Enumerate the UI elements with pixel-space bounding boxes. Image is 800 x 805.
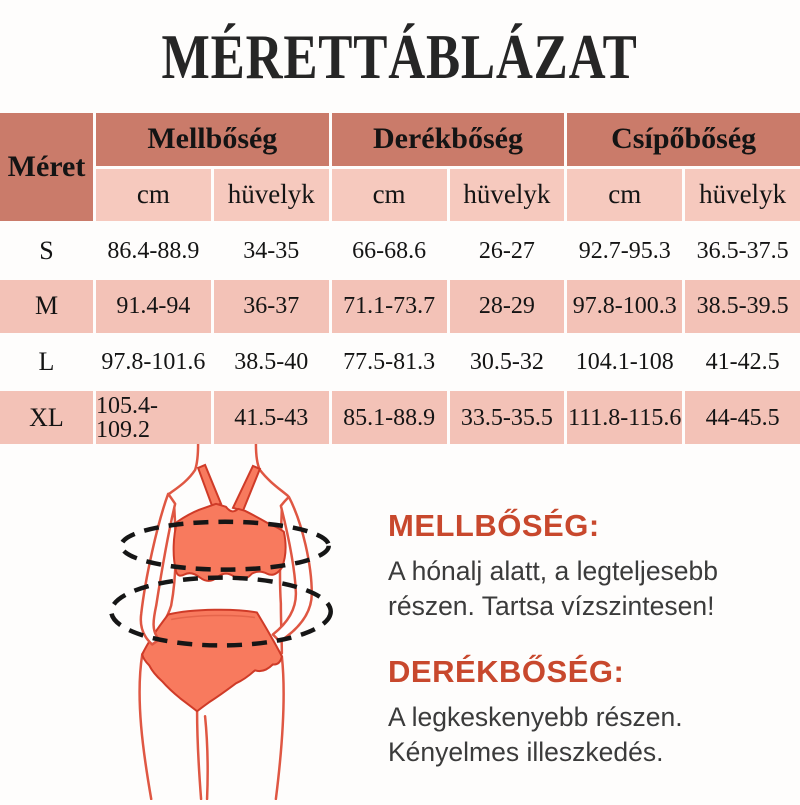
- measurement-instructions: [388, 508, 800, 800]
- table-cell: 97.8-100.3: [567, 280, 682, 333]
- table-cell: 85.1-88.9: [332, 391, 447, 444]
- body-measurement-figure: [85, 444, 375, 800]
- table-cell: 30.5-32: [450, 336, 565, 389]
- bust-instruction-heading: MELLBŐSÉG:: [388, 508, 600, 543]
- waist-instruction-heading: DERÉKBŐSÉG:: [388, 653, 625, 689]
- table-cell: 105.4-109.2: [96, 391, 211, 444]
- table-cell: 91.4-94: [96, 280, 211, 333]
- table-cell: 26-27: [450, 224, 565, 277]
- column-header-bust: Mellbőség: [96, 113, 329, 166]
- size-table: [0, 113, 800, 444]
- table-cell: 28-29: [450, 280, 565, 333]
- table-cell: 41-42.5: [685, 336, 800, 389]
- table-cell: 36-37: [214, 280, 329, 333]
- bust-instruction-body: A hónalj alatt, a legteljesebb részen. Tartsa vízszintesen!: [388, 556, 719, 621]
- table-cell: 92.7-95.3: [567, 224, 682, 277]
- size-label: S: [0, 224, 93, 277]
- unit-header-cm: cm: [567, 169, 682, 222]
- table-cell: 33.5-35.5: [450, 391, 565, 444]
- brief-graphic: [142, 610, 282, 712]
- table-cell: 71.1-73.7: [332, 280, 447, 333]
- table-cell: 44-45.5: [685, 391, 800, 444]
- unit-header-inch: hüvelyk: [685, 169, 800, 222]
- size-label: L: [0, 336, 93, 389]
- table-cell: 34-35: [214, 224, 329, 277]
- table-cell: 38.5-40: [214, 336, 329, 389]
- table-cell: 36.5-37.5: [685, 224, 800, 277]
- waist-instruction-body: A legkeskenyebb részen. Kényelmes illeszkedés.: [388, 701, 683, 767]
- unit-header-cm: cm: [96, 169, 211, 222]
- table-cell: 111.8-115.6: [567, 391, 682, 444]
- unit-header-inch: hüvelyk: [214, 169, 329, 222]
- table-cell: 104.1-108: [567, 336, 682, 389]
- page-title: MÉRETTÁBLÁZAT: [161, 20, 639, 92]
- table-cell: 41.5-43: [214, 391, 329, 444]
- title-bar: [0, 0, 800, 113]
- size-label: M: [0, 280, 93, 333]
- column-header-waist: Derékbőség: [332, 113, 565, 166]
- female-figure-illustration: [85, 444, 375, 800]
- table-cell: 38.5-39.5: [685, 280, 800, 333]
- table-cell: 66-68.6: [332, 224, 447, 277]
- table-cell: 77.5-81.3: [332, 336, 447, 389]
- table-cell: 86.4-88.9: [96, 224, 211, 277]
- unit-header-inch: hüvelyk: [450, 169, 565, 222]
- unit-header-cm: cm: [332, 169, 447, 222]
- column-header-size: Méret: [0, 113, 93, 221]
- size-label: XL: [0, 391, 93, 444]
- column-header-hip: Csípőbőség: [567, 113, 800, 166]
- table-cell: 97.8-101.6: [96, 336, 211, 389]
